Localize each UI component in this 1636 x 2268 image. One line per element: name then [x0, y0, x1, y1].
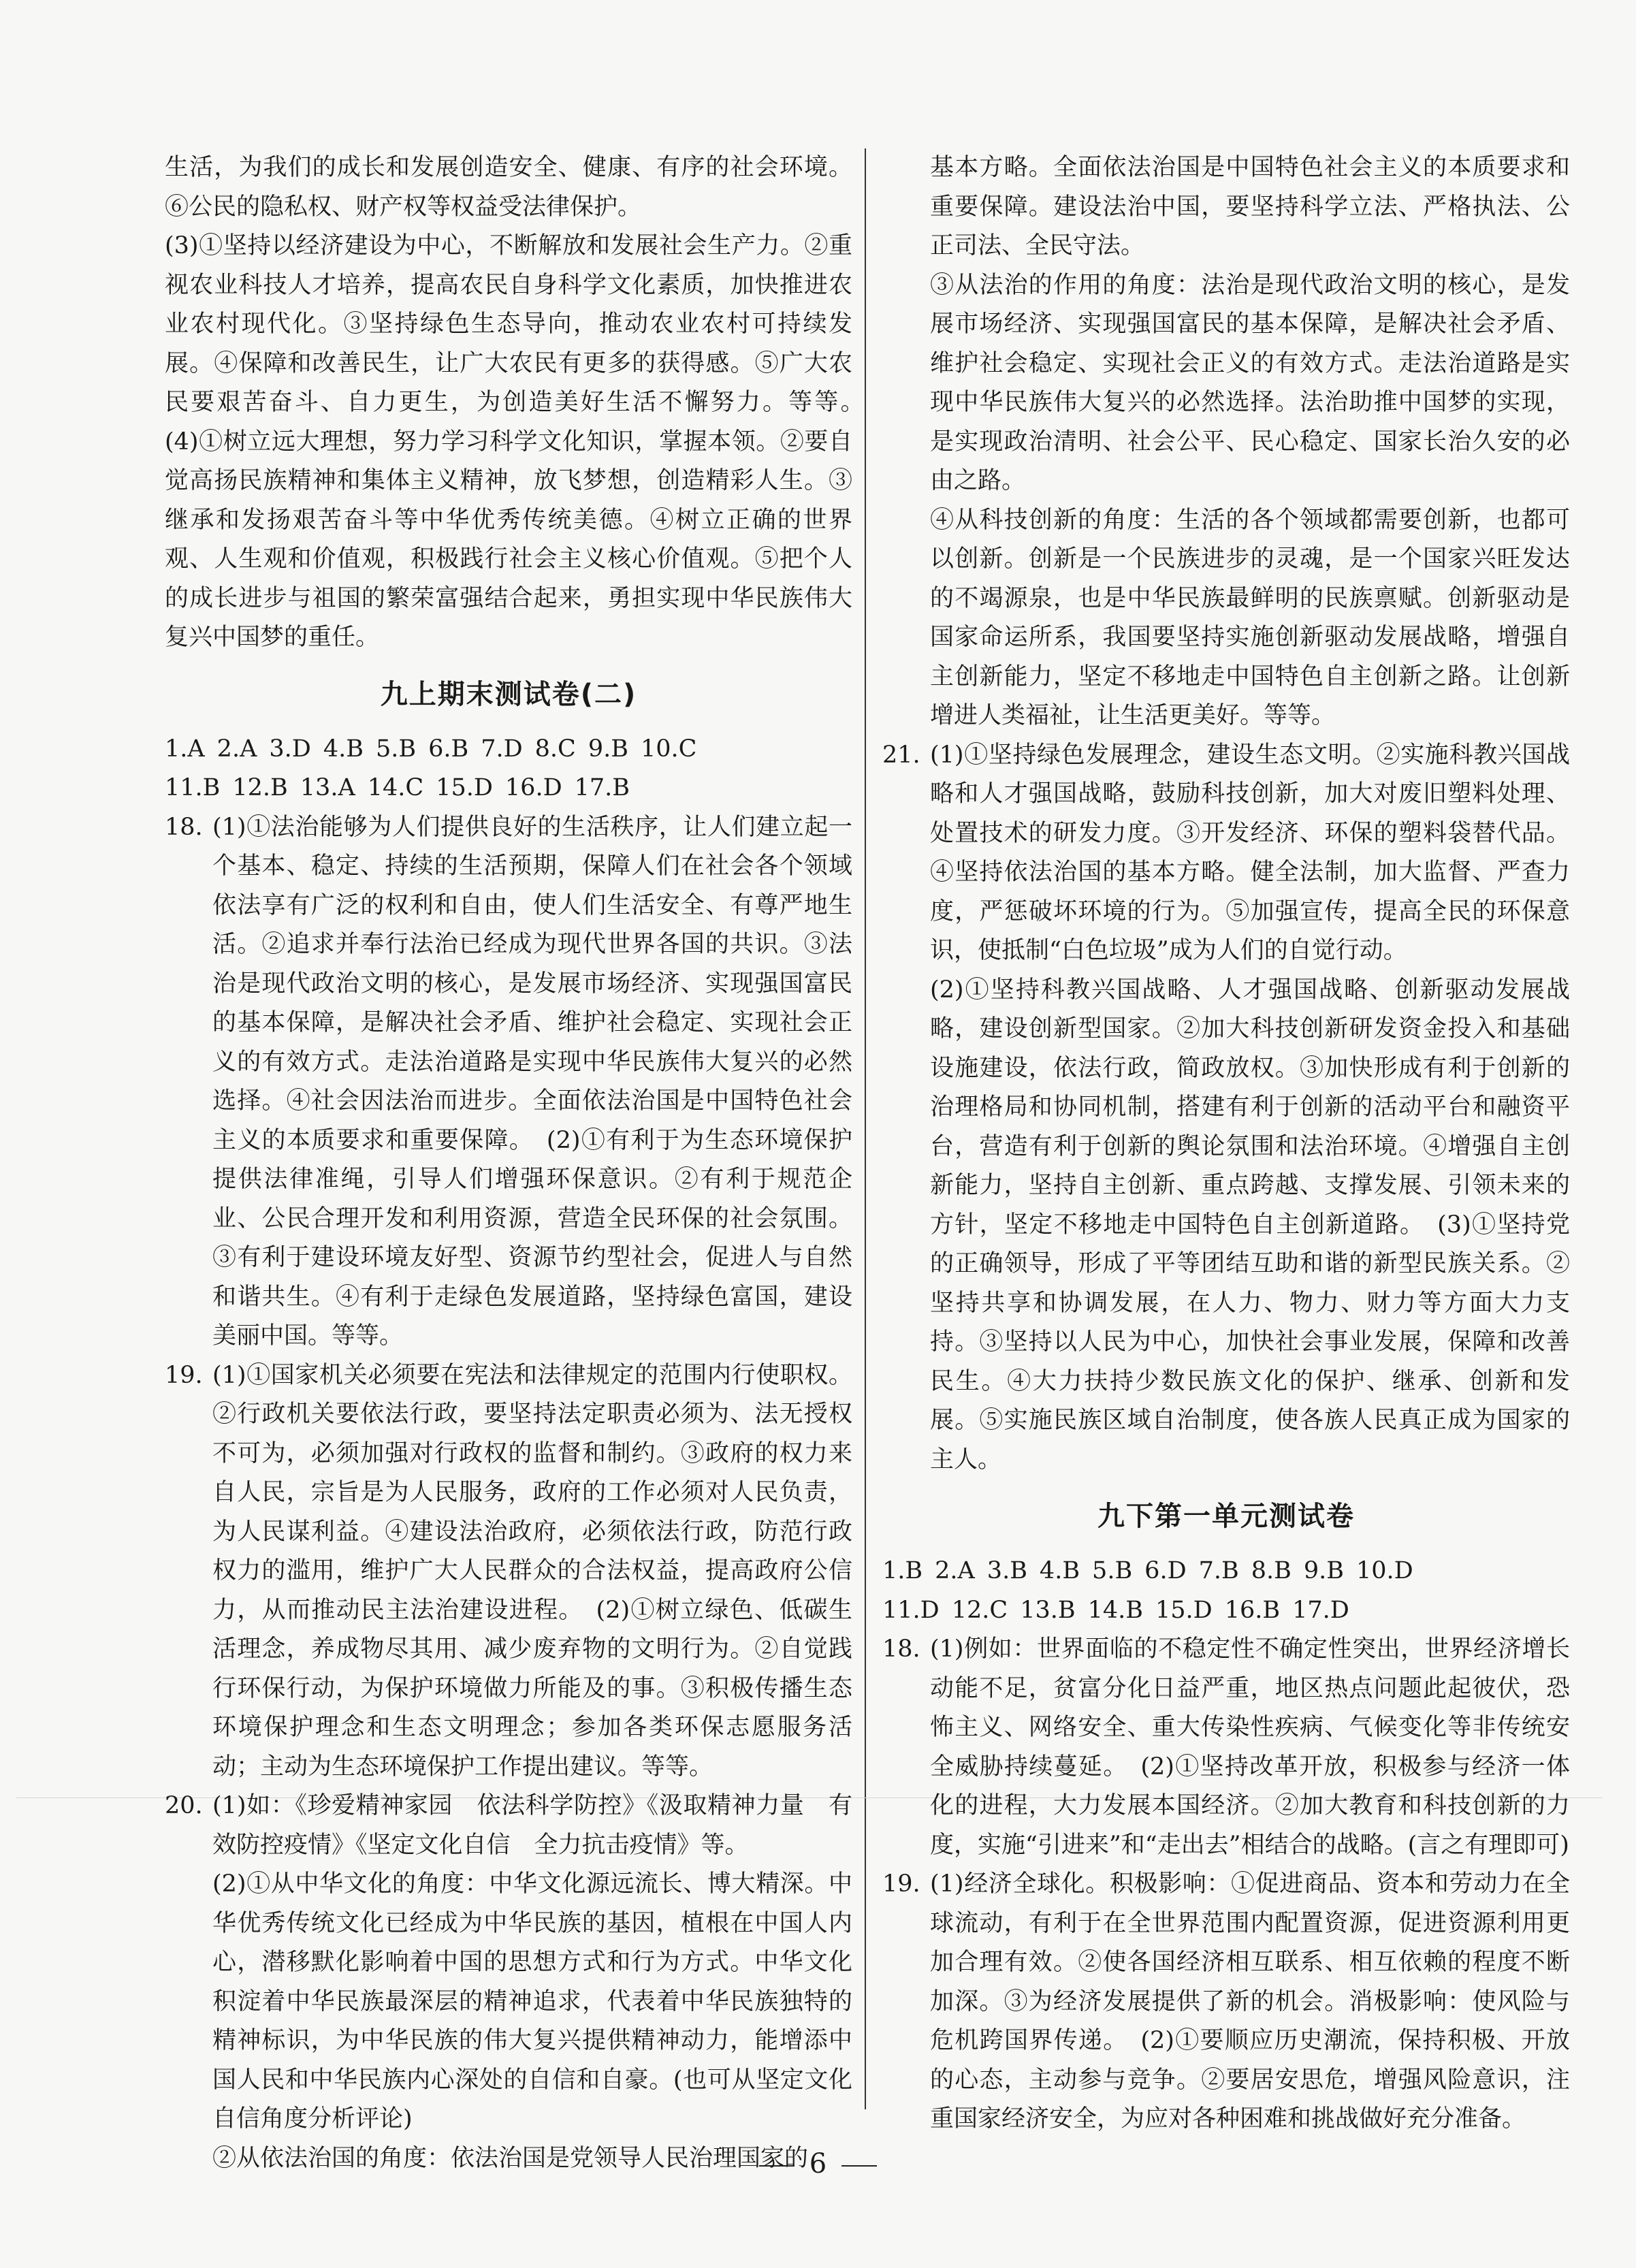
- answer-key-row-2: [165, 769, 852, 808]
- left-column: [165, 148, 877, 2172]
- answer-item: 9.B: [588, 735, 628, 763]
- question-21-part-2: (2)①坚持科教兴国战略、人才强国战略、创新驱动发展战略，建设创新型国家。②加大科技创新研发资金投入和基础设施建设，依法行政，简政放权。③加快形成有利于创新的治理格局和协同机制，搭建有利于创新的活动平台和融资平台，营造有利于创新的舆论氛围和法治环境。④增强自主创新能力，坚持自主创新、重点跨越、支撑发展、引领未来的方针，坚定不移地走中国特色自主创新道路。 (3)①坚持党的正确领导，形成了平等团结互助和谐的新型民族关系。②坚持共享和协调发展，在人力、物力、财力等方面大力支持。③坚持以人民为中心，加快社会事业发展，保障和改善民生。④大力扶持少数民族文化的保护、继承、创新和发展。⑤实施民族区域自治制度，使各族人民真正成为国家的主人。: [930, 976, 1570, 1473]
- question-answer-text: (1)如：《珍爱精神家园 依法科学防控》《汲取精神力量 有效防控疫情》《坚定文化自信 全力抗击疫情》等。: [212, 1792, 852, 1859]
- answer-item: 7.D: [481, 735, 523, 763]
- question-19: [165, 1356, 852, 1787]
- page-number-value: 6: [809, 2148, 827, 2179]
- right-paragraph-3: ④从科技创新的角度：生活的各个领域都需要创新，也都可以创新。创新是一个民族进步的灵魂，是一个国家兴旺发达的不竭源泉，也是中华民族最鲜明的民族禀赋。创新驱动是国家命运所系，我国要坚持实施创新驱动发展战略，增强自主创新能力，坚定不移地走中国特色自主创新之路。让创新增进人类福祉，让生活更美好。等等。: [930, 506, 1570, 729]
- answer-key-row-1: [165, 730, 852, 769]
- question-number: 19.: [882, 1870, 920, 1898]
- answer-item: 1.A: [165, 735, 205, 763]
- question-answer-text: (1)①坚持绿色发展理念，建设生态文明。②实施科教兴国战略和人才强国战略，鼓励科技创新，加大对废旧塑料处理、处置技术的研发力度。③开发经济、环保的塑料袋替代品。④坚持依法治国的基本方略。健全法制，加大监督、严查力度，严惩破坏环境的行为。⑤加强宣传，提高全民的环保意识，使抵制“白色垃圾”成为人们的自觉行动。: [930, 741, 1570, 964]
- answer-item: 11.D: [882, 1596, 940, 1624]
- answer-item: 10.D: [1356, 1557, 1413, 1584]
- answer-item: 11.B: [165, 774, 221, 801]
- question-18: [882, 1630, 1570, 1865]
- answer-item: 16.B: [1224, 1596, 1281, 1624]
- answer-item: 16.D: [504, 774, 562, 801]
- answer-item: 5.B: [1092, 1557, 1133, 1584]
- question-18: [165, 808, 852, 1356]
- answer-item: 13.B: [1020, 1596, 1076, 1624]
- question-21: [882, 736, 1570, 971]
- answer-item: 17.D: [1292, 1596, 1349, 1624]
- answer-item: 13.A: [300, 774, 355, 801]
- left-paragraph-2: (3)①坚持以经济建设为中心，不断解放和发展社会生产力。②重视农业科技人才培养，提高农民自身科学文化素质，加快推进农业农村现代化。③坚持绿色生态导向，推动农业农村可持续发展。④保障和改善民生，让广大农民有更多的获得感。⑤广大农民要艰苦奋斗、自力更生，为创造美好生活不懈努力。等等。 (4)①树立远大理想，努力学习科学文化知识，掌握本领。②要自觉高扬民族精神和集体主义精神，放飞梦想，创造精彩人生。③继承和发扬艰苦奋斗等中华优秀传统美德。④树立正确的世界观、人生观和价值观，积极践行社会主义核心价值观。⑤把个人的成长进步与祖国的繁荣富强结合起来，勇担实现中华民族伟大复兴中国梦的重任。: [165, 232, 877, 651]
- right-column: [882, 148, 1570, 2133]
- left-paragraph-1: 生活，为我们的成长和发展创造安全、健康、有序的社会环境。⑥公民的隐私权、财产权等权益受法律保护。: [165, 154, 852, 221]
- question-number: 19.: [165, 1361, 203, 1389]
- answer-item: 3.D: [269, 735, 311, 763]
- question-20-part-2-law: ②从依法治国的角度：依法治国是党领导人民治理国家的: [212, 2144, 809, 2172]
- answer-item: 10.C: [640, 735, 697, 763]
- section-title-unit-1-test: 九下第一单元测试卷: [1097, 1501, 1355, 1532]
- section-title-final-exam-2: 九上期末测试卷(二): [380, 678, 637, 710]
- answer-item: 4.B: [1039, 1557, 1080, 1584]
- question-20: [165, 1787, 852, 1865]
- answer-item: 4.B: [323, 735, 364, 763]
- question-number: 21.: [882, 741, 920, 769]
- answer-item: 2.A: [935, 1557, 975, 1584]
- question-answer-text: (1)例如：世界面临的不稳定性不确定性突出，世界经济增长动能不足，贫富分化日益严重，地区热点问题此起彼伏，恐怖主义、网络安全、重大传染性疾病、气候变化等非传统安全威胁持续蔓延。 (2)①坚持改革开放，积极参与经济一体化的进程，大力发展本国经济。②加大教育和科技创新的力度，实施“引进来”和“走出去”相结合的战略。(言之有理即可): [930, 1635, 1570, 1859]
- answer-item: 17.B: [574, 774, 630, 801]
- page-number-dash-left: [759, 2165, 795, 2167]
- right-paragraph-1: 基本方略。全面依法治国是中国特色社会主义的本质要求和重要保障。建设法治中国，要坚持科学立法、严格执法、公正司法、全民守法。: [930, 154, 1570, 259]
- question-20-part-2: (2)①从中华文化的角度：中华文化源远流长、博大精深。中华优秀传统文化已经成为中华民族的基因，植根在中国人内心，潜移默化影响着中国的思想方式和行为方式。中华文化积淀着中华民族最深层的精神追求，代表着中华民族独特的精神标识，为中华民族的伟大复兴提供精神动力，能增添中国人民和中华民族内心深处的自信和自豪。(也可从坚定文化自信角度分析评论): [212, 1870, 852, 2133]
- question-answer-text: (1)经济全球化。积极影响：①促进商品、资本和劳动力在全球流动，有利于在全世界范围内配置资源，促进资源利用更加合理有效。②使各国经济相互联系、相互依赖的程度不断加深。③为经济发展提供了新的机会。消极影响：使风险与危机跨国界传递。 (2)①要顺应历史潮流，保持积极、开放的心态，主动参与竞争。②要居安思危，增强风险意识，注重国家经济安全，为应对各种困难和挑战做好充分准备。: [930, 1870, 1570, 2133]
- answer-item: 1.B: [882, 1557, 923, 1584]
- page-number-dash-right: [841, 2165, 877, 2167]
- question-number: 18.: [882, 1635, 920, 1663]
- answer-item: 2.A: [216, 735, 257, 763]
- answer-item: 9.B: [1303, 1557, 1345, 1584]
- answer-item: 7.B: [1198, 1557, 1239, 1584]
- answer-item: 6.B: [428, 735, 469, 763]
- question-answer-text: (1)①国家机关必须要在宪法和法律规定的范围内行使职权。②行政机关要依法行政，要坚持法定职责必须为、法无授权不可为，必须加强对行政权的监督和制约。③政府的权力来自人民，宗旨是为人民服务，政府的工作必须对人民负责，为人民谋利益。④建设法治政府，必须依法行政，防范行政权力的滥用，维护广大人民群众的合法权益，提高政府公信力，从而推动民主法治建设进程。 (2)①树立绿色、低碳生活理念，养成物尽其用、减少废弃物的文明行为。②自觉践行环保行动，为保护环境做力所能及的事。③积极传播生态环境保护理念和生态文明理念；参加各类环保志愿服务活动；主动为生态环境保护工作提出建议。等等。: [212, 1361, 852, 1780]
- answer-item: 12.B: [232, 774, 288, 801]
- answer-key-row-1: [882, 1552, 1570, 1591]
- answer-item: 15.D: [436, 774, 493, 801]
- answer-item: 8.C: [534, 735, 576, 763]
- answer-item: 15.D: [1155, 1596, 1213, 1624]
- answer-item: 12.C: [951, 1596, 1008, 1624]
- answer-item: 6.D: [1144, 1557, 1187, 1584]
- column-divider: [865, 148, 866, 2109]
- page-number: [0, 2148, 1636, 2179]
- question-number: 20.: [165, 1792, 203, 1819]
- answer-item: 5.B: [375, 735, 417, 763]
- question-number: 18.: [165, 813, 203, 841]
- question-19: [882, 1865, 1570, 2139]
- question-answer-text: (1)①法治能够为人们提供良好的生活秩序，让人们建立起一个基本、稳定、持续的生活预期，保障人们在社会各个领域依法享有广泛的权利和自由，使人们生活安全、有尊严地生活。②追求并奉行法治已经成为现代世界各国的共识。③法治是现代政治文明的核心，是发展市场经济、实现强国富民的基本保障，是解决社会矛盾、维护社会稳定、实现社会正义的有效方式。走法治道路是实现中华民族伟大复兴的必然选择。④社会因法治而进步。全面依法治国是中国特色社会主义的本质要求和重要保障。 (2)①有利于为生态环境保护提供法律准绳，引导人们增强环保意识。②有利于规范企业、公民合理开发和利用资源，营造全民环保的社会氛围。③有利于建设环境友好型、资源节约型社会，促进人与自然和谐共生。④有利于走绿色发展道路，坚持绿色富国，建设美丽中国。等等。: [212, 813, 852, 1349]
- answer-item: 14.C: [367, 774, 424, 801]
- right-paragraph-2: ③从法治的作用的角度：法治是现代政治文明的核心，是发展市场经济、实现强国富民的基本保障，是解决社会矛盾、维护社会稳定、实现社会正义的有效方式。走法治道路是实现中华民族伟大复兴的必然选择。法治助推中国梦的实现，是实现政治清明、社会公平、民心稳定、国家长治久安的必由之路。: [930, 271, 1570, 494]
- answer-item: 3.B: [987, 1557, 1027, 1584]
- answer-key-row-2: [882, 1591, 1570, 1631]
- answer-item: 8.B: [1251, 1557, 1292, 1584]
- answer-item: 14.B: [1087, 1596, 1143, 1624]
